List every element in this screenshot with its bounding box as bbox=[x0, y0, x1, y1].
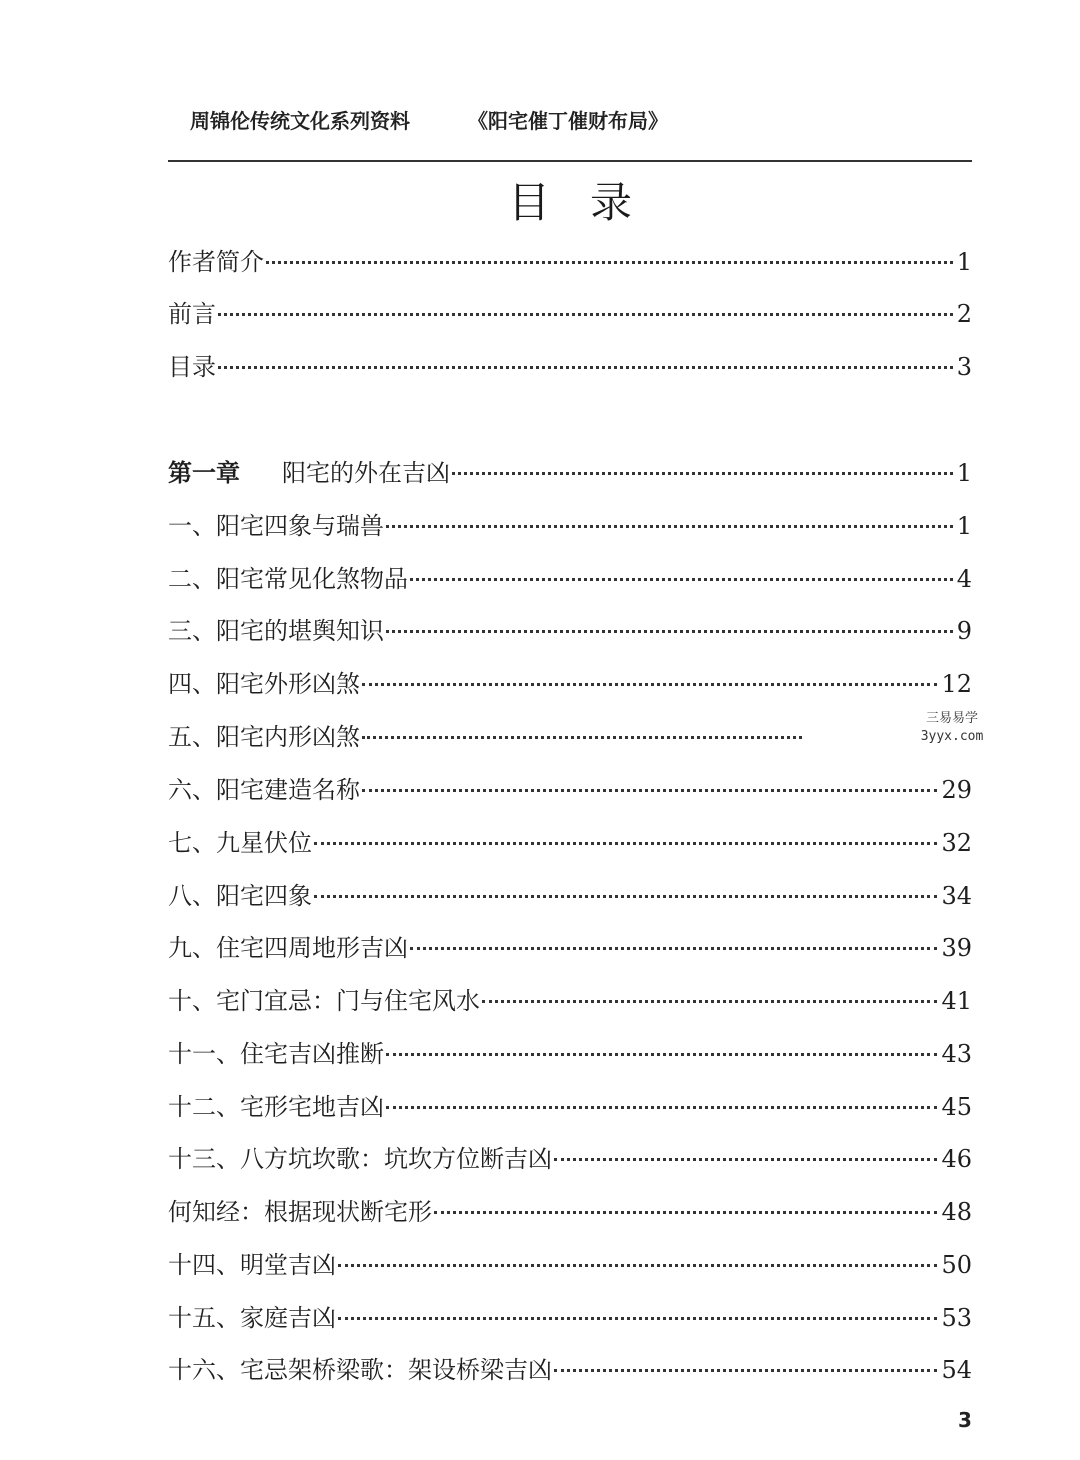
toc-entry-page: 43 bbox=[941, 1040, 972, 1068]
toc-entry-page: 53 bbox=[941, 1304, 972, 1332]
dot-leader bbox=[554, 1369, 937, 1372]
toc-entry-page: 48 bbox=[941, 1198, 972, 1226]
dot-leader bbox=[386, 525, 953, 528]
toc-entry-page: 3 bbox=[956, 353, 972, 381]
toc-entry-label: 八、阳宅四象 bbox=[168, 882, 312, 910]
toc-entry-page: 32 bbox=[941, 829, 972, 857]
toc-entry-section[interactable] bbox=[168, 1034, 972, 1074]
toc-entry-label: 十四、明堂吉凶 bbox=[168, 1251, 336, 1279]
dot-leader bbox=[452, 472, 953, 475]
book-title: 《阳宅催丁催财布局》 bbox=[468, 109, 668, 133]
dot-leader bbox=[434, 1211, 937, 1214]
toc-entry-front-author[interactable] bbox=[168, 242, 972, 282]
toc-entry-section[interactable] bbox=[168, 823, 972, 863]
toc-entry-page: 12 bbox=[941, 670, 972, 698]
toc-entry-label: 十五、家庭吉凶 bbox=[168, 1304, 336, 1332]
toc-entry-label: 七、九星伏位 bbox=[168, 829, 312, 857]
toc-entry-page: 1 bbox=[956, 512, 972, 540]
dot-leader bbox=[218, 366, 953, 369]
dot-leader bbox=[218, 313, 953, 316]
dot-leader bbox=[338, 1264, 937, 1267]
toc-entry-label: 目录 bbox=[168, 353, 216, 381]
toc-entry-label: 前言 bbox=[168, 300, 216, 328]
watermark-line-2: 3yyx.com bbox=[920, 729, 984, 744]
dot-leader bbox=[410, 947, 937, 950]
toc-entry-label: 十三、八方坑坎歌：坑坎方位断吉凶 bbox=[168, 1145, 552, 1173]
series-name: 周锦伦传统文化系列资料 bbox=[190, 109, 410, 133]
watermark-line-1: 三易易学 bbox=[925, 711, 978, 726]
dot-leader bbox=[362, 789, 937, 792]
dot-leader bbox=[314, 895, 937, 898]
dot-leader bbox=[554, 1158, 937, 1161]
dot-leader bbox=[386, 1106, 937, 1109]
dot-leader bbox=[338, 1317, 937, 1320]
toc-entry-section[interactable] bbox=[168, 559, 972, 599]
toc-entry-page: 1 bbox=[956, 459, 972, 487]
page-number: 3 bbox=[958, 1408, 972, 1432]
toc-entry-page: 29 bbox=[941, 776, 972, 804]
toc-entry-page: 50 bbox=[941, 1251, 972, 1279]
toc-entry-label: 六、阳宅建造名称 bbox=[168, 776, 360, 804]
toc-entry-label: 五、阳宅内形凶煞 bbox=[168, 723, 360, 751]
toc-entry-chapter-1[interactable] bbox=[168, 453, 972, 493]
toc-entry-section[interactable] bbox=[168, 1350, 972, 1390]
toc-entry-label: 十二、宅形宅地吉凶 bbox=[168, 1093, 384, 1121]
toc-entry-front-contents[interactable] bbox=[168, 347, 972, 387]
toc-entry-label: 四、阳宅外形凶煞 bbox=[168, 670, 360, 698]
dot-leader bbox=[386, 1053, 937, 1056]
toc-entry-section[interactable] bbox=[168, 1298, 972, 1338]
toc-entry-section[interactable] bbox=[168, 1245, 972, 1285]
toc-entry-page: 54 bbox=[941, 1356, 972, 1384]
toc-entry-page: 46 bbox=[941, 1145, 972, 1173]
toc-entry-label: 三、阳宅的堪舆知识 bbox=[168, 617, 384, 645]
dot-leader bbox=[386, 630, 953, 633]
toc-entry-section[interactable] bbox=[168, 1192, 972, 1232]
toc-entry-section[interactable] bbox=[168, 717, 972, 757]
toc-entry-section[interactable] bbox=[168, 876, 972, 916]
toc-entry-front-preface[interactable] bbox=[168, 294, 972, 334]
chapter-number: 第一章 bbox=[168, 458, 240, 487]
toc-entry-label: 何知经：根据现状断宅形 bbox=[168, 1198, 432, 1226]
dot-leader bbox=[362, 683, 937, 686]
toc-entry-page: 39 bbox=[941, 934, 972, 962]
dot-leader bbox=[266, 261, 953, 264]
toc-entry-label: 作者简介 bbox=[168, 248, 264, 276]
running-header bbox=[190, 105, 750, 139]
toc-entry-page: 9 bbox=[956, 617, 972, 645]
toc-entry-section[interactable] bbox=[168, 506, 972, 546]
toc-entry-page: 41 bbox=[941, 987, 972, 1015]
dot-leader bbox=[314, 842, 937, 845]
site-watermark bbox=[912, 710, 992, 746]
toc-entry-page: 1 bbox=[956, 248, 972, 276]
toc-entry-label: 一、阳宅四象与瑞兽 bbox=[168, 512, 384, 540]
toc-entry-label bbox=[168, 453, 450, 493]
toc-entry-section[interactable] bbox=[168, 770, 972, 810]
toc-entry-section[interactable] bbox=[168, 981, 972, 1021]
toc-entry-label: 十一、住宅吉凶推断 bbox=[168, 1040, 384, 1068]
chapter-title: 阳宅的外在吉凶 bbox=[282, 459, 450, 487]
dot-leader bbox=[362, 736, 802, 739]
page-title: 目录 bbox=[507, 178, 672, 227]
toc-entry-section[interactable] bbox=[168, 664, 972, 704]
dot-leader bbox=[482, 1000, 937, 1003]
toc-entry-section[interactable] bbox=[168, 928, 972, 968]
header-rule bbox=[168, 160, 972, 162]
toc-entry-label: 十、宅门宜忌：门与住宅风水 bbox=[168, 987, 480, 1015]
toc-entry-section[interactable] bbox=[168, 611, 972, 651]
toc-entry-section[interactable] bbox=[168, 1087, 972, 1127]
toc-entry-label: 十六、宅忌架桥梁歌：架设桥梁吉凶 bbox=[168, 1356, 552, 1384]
dot-leader bbox=[410, 578, 953, 581]
toc-entry-label: 二、阳宅常见化煞物品 bbox=[168, 565, 408, 593]
toc-entry-page: 2 bbox=[956, 300, 972, 328]
toc-entry-section[interactable] bbox=[168, 1139, 972, 1179]
toc-entry-label: 九、住宅四周地形吉凶 bbox=[168, 934, 408, 962]
toc-entry-page: 34 bbox=[941, 882, 972, 910]
toc-entry-page: 45 bbox=[941, 1093, 972, 1121]
toc-entry-page: 4 bbox=[956, 565, 972, 593]
